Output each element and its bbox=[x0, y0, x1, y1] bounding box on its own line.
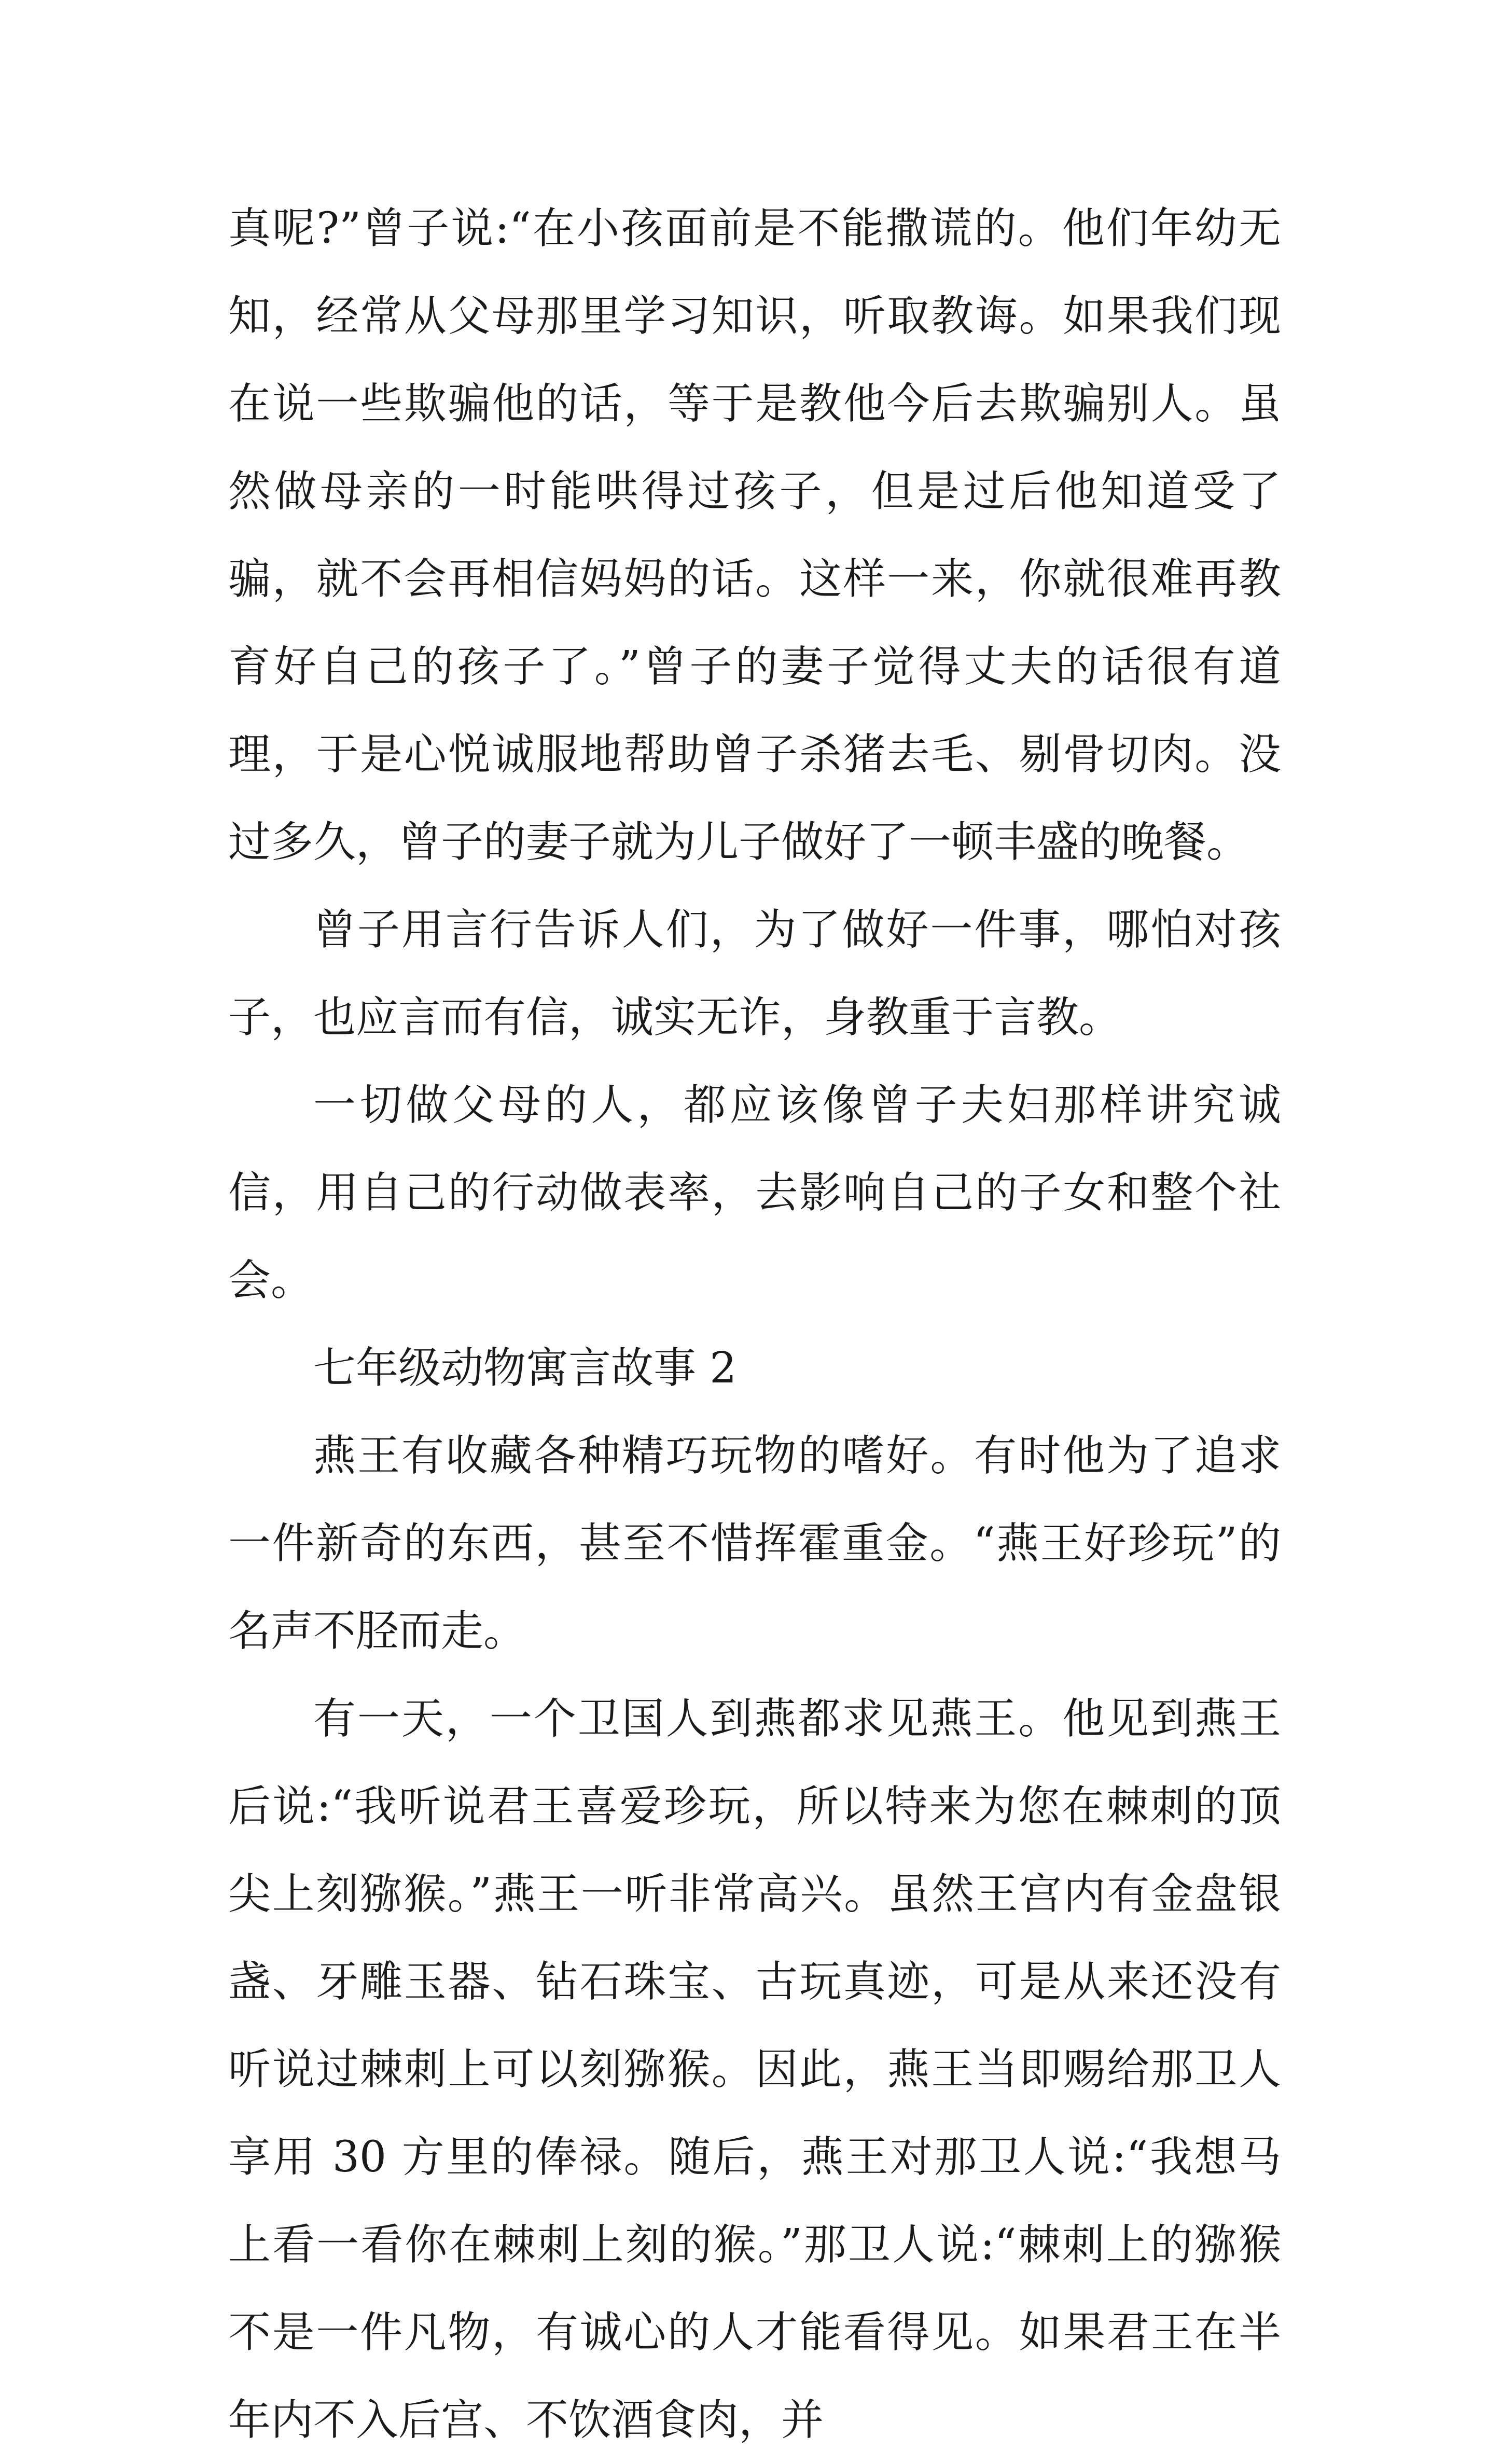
document-body bbox=[228, 185, 1281, 2464]
paragraph-yan-king: 燕王有收藏各种精巧玩物的嗜好。有时他为了追求一件新奇的东西，甚至不惜挥霍重金。“燕王好珍玩”的名声不胫而走。 bbox=[228, 1431, 1281, 1656]
paragraph-wei-man: 有一天，一个卫国人到燕都求见燕王。他见到燕王后说:“我听说君王喜爱珍玩，所以特来为您在棘刺的顶尖上刻猕猴。”燕王一听非常高兴。虽然王宫内有金盘银盏、牙雕玉器、钻石珠宝、古玩真迹，可是从来还没有听说过棘刺上可以刻猕猴。因此，燕王当即赐给那卫人享用 30 方里的俸禄。随后，燕王对那卫人说:“我想马上看一看你在棘刺上刻的猴。”那卫人说:“棘刺上的猕猴不是一件凡物，有诚心的人才能看得见。如果君王在半年内不入后宫、不饮酒食肉，并 bbox=[228, 1694, 1281, 2445]
paragraph-lesson: 曾子用言行告诉人们，为了做好一件事，哪怕对孩子，也应言而有信，诚实无诈，身教重于言教。 bbox=[228, 905, 1281, 1042]
section-heading: 七年级动物寓言故事 2 bbox=[313, 1344, 737, 1393]
paragraph-continued: 真呢?”曾子说:“在小孩面前是不能撒谎的。他们年幼无知，经常从父母那里学习知识，听取教诲。如果我们现在说一些欺骗他的话，等于是教他今后去欺骗别人。虽然做母亲的一时能哄得过孩子，但是过后他知道受了骗，就不会再相信妈妈的话。这样一来，你就很难再教育好自己的孩子了。”曾子的妻子觉得丈夫的话很有道理，于是心悦诚服地帮助曾子杀猪去毛、剔骨切肉。没过多久，曾子的妻子就为儿子做好了一顿丰盛的晚餐。 bbox=[228, 204, 1281, 867]
paragraph-parents: 一切做父母的人，都应该像曾子夫妇那样讲究诚信，用自己的行动做表率，去影响自己的子女和整个社会。 bbox=[228, 1081, 1281, 1305]
